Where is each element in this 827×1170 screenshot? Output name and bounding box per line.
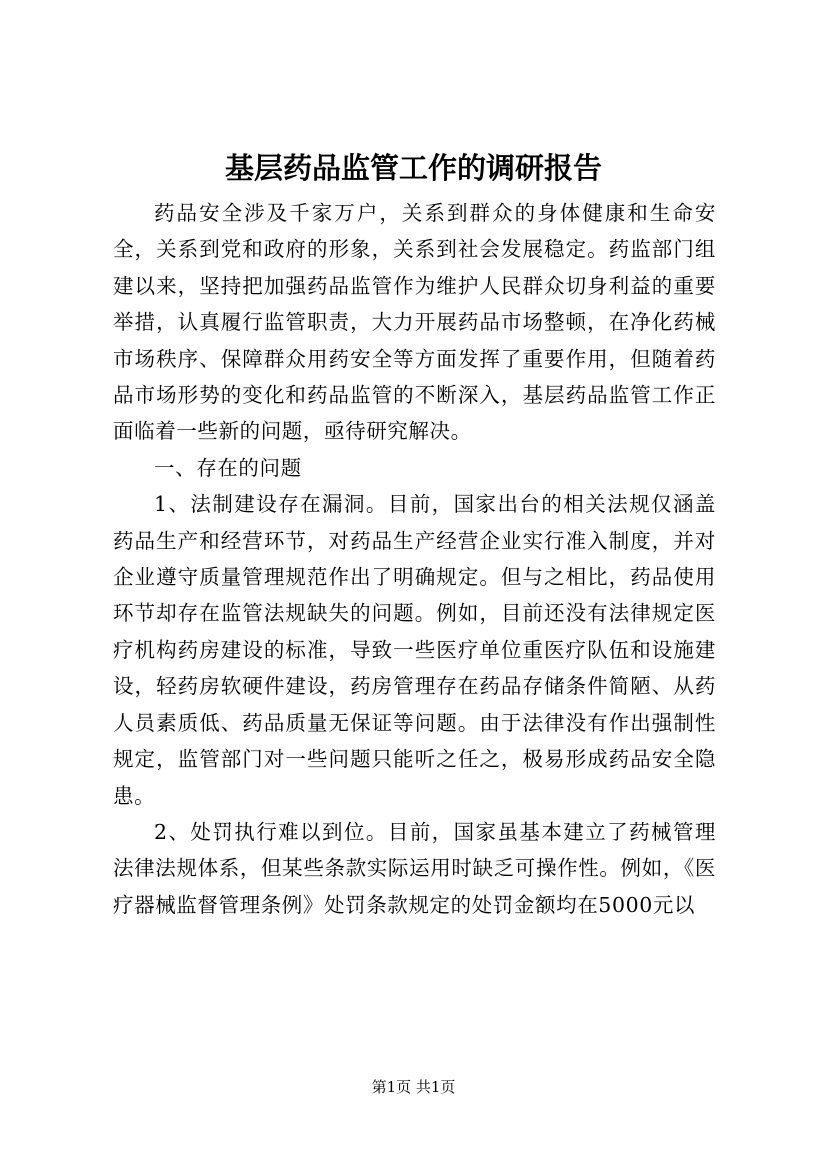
section-heading-problems: 一、存在的问题 (154, 455, 302, 480)
document-title: 基层药品监管工作的调研报告 (224, 151, 602, 185)
problem-point-2: 2、处罚执行难以到位。目前，国家虽基本建立了药械管理法律法规体系，但某些条款实际运用时缺乏可操作性。例如，《医疗器械监督管理条例》处罚条款规定的处罚金额均在5000元以 (113, 819, 716, 917)
document-body (113, 195, 716, 923)
problem-point-1: 1、法制建设存在漏洞。目前，国家出台的相关法规仅涵盖药品生产和经营环节，对药品生产经营企业实行准入制度，并对企业遵守质量管理规范作出了明确规定。但与之相比，药品使用环节却存在监管法规缺失的问题。例如，目前还没有法律规定医疗机构药房建设的标准，导致一些医疗单位重医疗队伍和设施建设，轻药房软硬件建设，药房管理存在药品存储条件简陋、从药人员素质低、药品质量无保证等问题。由于法律没有作出强制性规定，监管部门对一些问题只能听之任之，极易形成药品安全隐患。 (113, 492, 716, 808)
page-footer: 第1页 共1页 (371, 1078, 456, 1096)
intro-paragraph: 药品安全涉及千家万户，关系到群众的身体健康和生命安全，关系到党和政府的形象，关系到社会发展稳定。药监部门组建以来，坚持把加强药品监管作为维护人民群众切身利益的重要举措，认真履行监管职责，大力开展药品市场整顿，在净化药械市场秩序、保障群众用药安全等方面发挥了重要作用，但随着药品市场形势的变化和药品监管的不断深入，基层药品监管工作正面临着一些新的问题，亟待研究解决。 (113, 201, 716, 444)
